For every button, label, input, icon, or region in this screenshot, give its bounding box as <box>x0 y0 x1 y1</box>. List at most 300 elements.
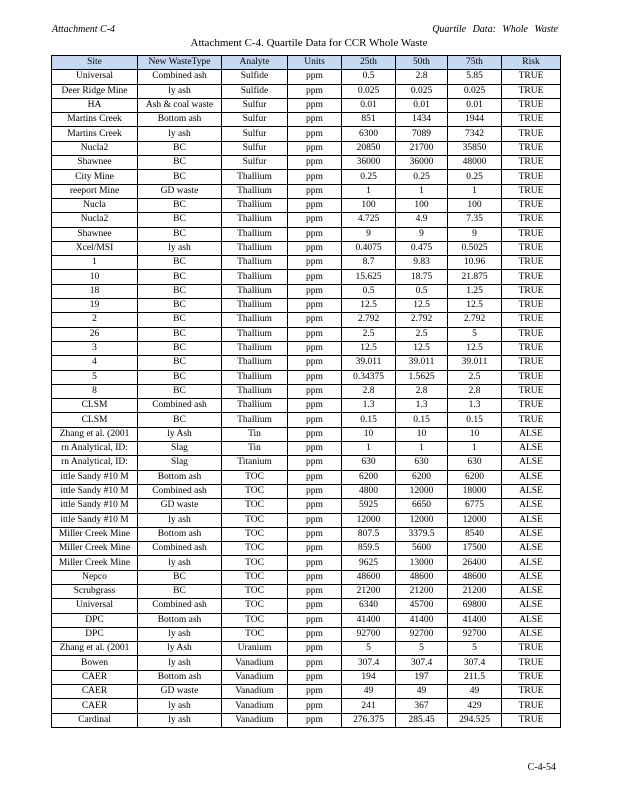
site-cell: Shawnee <box>52 227 138 241</box>
waste-type-cell: BC <box>138 213 222 227</box>
waste-type-cell: Ash & coal waste <box>138 98 222 112</box>
header-section-label: Quartile Data: Whole Waste <box>432 24 558 35</box>
column-header-analyte: Analyte <box>222 56 288 70</box>
q25-cell: 851 <box>342 113 396 127</box>
q25-cell: 0.4075 <box>342 241 396 255</box>
risk-cell: TRUE <box>502 370 561 384</box>
column-header-site: Site <box>52 56 138 70</box>
analyte-cell: TOC <box>222 627 288 641</box>
q75-cell: 26400 <box>448 556 502 570</box>
analyte-cell: Vanadium <box>222 670 288 684</box>
risk-cell: ALSE <box>502 542 561 556</box>
units-cell: ppm <box>288 599 342 613</box>
analyte-cell: TOC <box>222 513 288 527</box>
risk-cell: TRUE <box>502 213 561 227</box>
units-cell: ppm <box>288 427 342 441</box>
q25-cell: 100 <box>342 198 396 212</box>
q75-cell: 307.4 <box>448 656 502 670</box>
q25-cell: 4.725 <box>342 213 396 227</box>
waste-type-cell: GD waste <box>138 184 222 198</box>
q75-cell: 17500 <box>448 542 502 556</box>
units-cell: ppm <box>288 198 342 212</box>
q50-cell: 6200 <box>396 470 448 484</box>
risk-cell: ALSE <box>502 570 561 584</box>
table-row <box>52 456 561 470</box>
waste-type-cell: BC <box>138 356 222 370</box>
units-cell: ppm <box>288 499 342 513</box>
units-cell: ppm <box>288 399 342 413</box>
q25-cell: 241 <box>342 699 396 713</box>
units-cell: ppm <box>288 170 342 184</box>
analyte-cell: TOC <box>222 584 288 598</box>
site-cell: CLSM <box>52 399 138 413</box>
site-cell: rn Analytical, ID: <box>52 442 138 456</box>
q75-cell: 0.15 <box>448 413 502 427</box>
waste-type-cell: Bottom ash <box>138 470 222 484</box>
table-row <box>52 356 561 370</box>
q25-cell: 49 <box>342 685 396 699</box>
table-row <box>52 127 561 141</box>
q75-cell: 1944 <box>448 113 502 127</box>
q75-cell: 2.5 <box>448 370 502 384</box>
risk-cell: ALSE <box>502 513 561 527</box>
analyte-cell: Thallium <box>222 341 288 355</box>
analyte-cell: Tin <box>222 427 288 441</box>
analyte-cell: TOC <box>222 542 288 556</box>
q25-cell: 276.375 <box>342 713 396 727</box>
risk-cell: TRUE <box>502 227 561 241</box>
site-cell: 18 <box>52 284 138 298</box>
units-cell: ppm <box>288 70 342 84</box>
units-cell: ppm <box>288 656 342 670</box>
table-row <box>52 270 561 284</box>
q50-cell: 197 <box>396 670 448 684</box>
table-row <box>52 241 561 255</box>
waste-type-cell: BC <box>138 156 222 170</box>
site-cell: Nucla <box>52 198 138 212</box>
q50-cell: 12000 <box>396 513 448 527</box>
units-cell: ppm <box>288 570 342 584</box>
q75-cell: 10.96 <box>448 256 502 270</box>
site-cell: Nepco <box>52 570 138 584</box>
q75-cell: 8540 <box>448 527 502 541</box>
q25-cell: 0.5 <box>342 70 396 84</box>
waste-type-cell: ly ash <box>138 713 222 727</box>
site-cell: Martins Creek <box>52 127 138 141</box>
site-cell: Zhang et al. (2001 <box>52 427 138 441</box>
units-cell: ppm <box>288 484 342 498</box>
q50-cell: 0.01 <box>396 98 448 112</box>
risk-cell: TRUE <box>502 313 561 327</box>
risk-cell: ALSE <box>502 427 561 441</box>
q25-cell: 39.011 <box>342 356 396 370</box>
q50-cell: 0.25 <box>396 170 448 184</box>
waste-type-cell: BC <box>138 341 222 355</box>
q75-cell: 630 <box>448 456 502 470</box>
units-cell: ppm <box>288 584 342 598</box>
table-row <box>52 213 561 227</box>
q25-cell: 6200 <box>342 470 396 484</box>
q75-cell: 92700 <box>448 627 502 641</box>
risk-cell: TRUE <box>502 685 561 699</box>
q50-cell: 12.5 <box>396 299 448 313</box>
risk-cell: TRUE <box>502 399 561 413</box>
q50-cell: 285.45 <box>396 713 448 727</box>
q75-cell: 21.875 <box>448 270 502 284</box>
units-cell: ppm <box>288 713 342 727</box>
units-cell: ppm <box>288 613 342 627</box>
analyte-cell: Uranium <box>222 642 288 656</box>
q75-cell: 6200 <box>448 470 502 484</box>
waste-type-cell: Slag <box>138 456 222 470</box>
table-row <box>52 184 561 198</box>
q25-cell: 6300 <box>342 127 396 141</box>
q25-cell: 5925 <box>342 499 396 513</box>
q50-cell: 39.011 <box>396 356 448 370</box>
waste-type-cell: BC <box>138 384 222 398</box>
q50-cell: 48600 <box>396 570 448 584</box>
table-row <box>52 556 561 570</box>
analyte-cell: Thallium <box>222 184 288 198</box>
risk-cell: ALSE <box>502 527 561 541</box>
table-row <box>52 70 561 84</box>
analyte-cell: Sulfide <box>222 70 288 84</box>
units-cell: ppm <box>288 384 342 398</box>
analyte-cell: Thallium <box>222 356 288 370</box>
q25-cell: 20850 <box>342 141 396 155</box>
site-cell: Deer Ridge Mine <box>52 84 138 98</box>
site-cell: CAER <box>52 685 138 699</box>
units-cell: ppm <box>288 270 342 284</box>
quartile-data-table <box>51 55 561 728</box>
q25-cell: 0.34375 <box>342 370 396 384</box>
column-header-risk: Risk <box>502 56 561 70</box>
analyte-cell: Thallium <box>222 198 288 212</box>
site-cell: 3 <box>52 341 138 355</box>
risk-cell: TRUE <box>502 656 561 670</box>
waste-type-cell: ly ash <box>138 127 222 141</box>
q50-cell: 18.75 <box>396 270 448 284</box>
site-cell: Universal <box>52 599 138 613</box>
q25-cell: 12.5 <box>342 299 396 313</box>
column-header-50th: 50th <box>396 56 448 70</box>
q50-cell: 9.83 <box>396 256 448 270</box>
waste-type-cell: ly Ash <box>138 642 222 656</box>
table-row <box>52 341 561 355</box>
table-row <box>52 642 561 656</box>
q75-cell: 211.5 <box>448 670 502 684</box>
q50-cell: 6650 <box>396 499 448 513</box>
analyte-cell: Sulfur <box>222 98 288 112</box>
waste-type-cell: ly ash <box>138 627 222 641</box>
site-cell: 2 <box>52 313 138 327</box>
site-cell: Zhang et al. (2001 <box>52 642 138 656</box>
q75-cell: 5.85 <box>448 70 502 84</box>
risk-cell: TRUE <box>502 170 561 184</box>
site-cell: Miller Creek Mine <box>52 527 138 541</box>
risk-cell: TRUE <box>502 98 561 112</box>
risk-cell: TRUE <box>502 327 561 341</box>
q25-cell: 0.025 <box>342 84 396 98</box>
waste-type-cell: Bottom ash <box>138 670 222 684</box>
q75-cell: 100 <box>448 198 502 212</box>
site-cell: Nucla2 <box>52 213 138 227</box>
q50-cell: 1434 <box>396 113 448 127</box>
table-row <box>52 256 561 270</box>
waste-type-cell: BC <box>138 227 222 241</box>
units-cell: ppm <box>288 699 342 713</box>
q50-cell: 4.9 <box>396 213 448 227</box>
q25-cell: 2.792 <box>342 313 396 327</box>
waste-type-cell: BC <box>138 570 222 584</box>
table-row <box>52 670 561 684</box>
q75-cell: 1 <box>448 442 502 456</box>
site-cell: 4 <box>52 356 138 370</box>
risk-cell: TRUE <box>502 299 561 313</box>
q75-cell: 0.25 <box>448 170 502 184</box>
site-cell: 1 <box>52 256 138 270</box>
table-row <box>52 627 561 641</box>
q75-cell: 12.5 <box>448 341 502 355</box>
risk-cell: TRUE <box>502 241 561 255</box>
units-cell: ppm <box>288 670 342 684</box>
units-cell: ppm <box>288 113 342 127</box>
q75-cell: 6775 <box>448 499 502 513</box>
q75-cell: 39.011 <box>448 356 502 370</box>
q50-cell: 21700 <box>396 141 448 155</box>
analyte-cell: TOC <box>222 484 288 498</box>
q75-cell: 21200 <box>448 584 502 598</box>
table-row <box>52 542 561 556</box>
table-row <box>52 484 561 498</box>
q75-cell: 5 <box>448 327 502 341</box>
units-cell: ppm <box>288 227 342 241</box>
table-row <box>52 384 561 398</box>
analyte-cell: Thallium <box>222 170 288 184</box>
q25-cell: 0.15 <box>342 413 396 427</box>
analyte-cell: Thallium <box>222 327 288 341</box>
waste-type-cell: ly ash <box>138 513 222 527</box>
q25-cell: 6340 <box>342 599 396 613</box>
analyte-cell: Thallium <box>222 270 288 284</box>
risk-cell: ALSE <box>502 442 561 456</box>
analyte-cell: TOC <box>222 613 288 627</box>
analyte-cell: Vanadium <box>222 685 288 699</box>
q50-cell: 2.792 <box>396 313 448 327</box>
site-cell: Universal <box>52 70 138 84</box>
analyte-cell: Thallium <box>222 384 288 398</box>
risk-cell: ALSE <box>502 584 561 598</box>
q50-cell: 21200 <box>396 584 448 598</box>
waste-type-cell: ly ash <box>138 241 222 255</box>
risk-cell: TRUE <box>502 156 561 170</box>
table-row <box>52 699 561 713</box>
q50-cell: 5600 <box>396 542 448 556</box>
site-cell: 26 <box>52 327 138 341</box>
table-row <box>52 513 561 527</box>
site-cell: CLSM <box>52 413 138 427</box>
q50-cell: 12.5 <box>396 341 448 355</box>
risk-cell: TRUE <box>502 184 561 198</box>
waste-type-cell: Combined ash <box>138 484 222 498</box>
table-row <box>52 499 561 513</box>
waste-type-cell: BC <box>138 584 222 598</box>
units-cell: ppm <box>288 184 342 198</box>
q25-cell: 307.4 <box>342 656 396 670</box>
site-cell: Miller Creek Mine <box>52 542 138 556</box>
site-cell: Bowen <box>52 656 138 670</box>
analyte-cell: Sulfur <box>222 156 288 170</box>
table-row <box>52 370 561 384</box>
q50-cell: 2.8 <box>396 384 448 398</box>
site-cell: City Mine <box>52 170 138 184</box>
q75-cell: 49 <box>448 685 502 699</box>
table-row <box>52 613 561 627</box>
q75-cell: 1.3 <box>448 399 502 413</box>
units-cell: ppm <box>288 327 342 341</box>
column-header-units: Units <box>288 56 342 70</box>
q50-cell: 5 <box>396 642 448 656</box>
table-row <box>52 198 561 212</box>
risk-cell: TRUE <box>502 141 561 155</box>
analyte-cell: Thallium <box>222 284 288 298</box>
site-cell: ittle Sandy #10 M <box>52 513 138 527</box>
q50-cell: 0.025 <box>396 84 448 98</box>
waste-type-cell: BC <box>138 170 222 184</box>
analyte-cell: TOC <box>222 499 288 513</box>
units-cell: ppm <box>288 542 342 556</box>
site-cell: DPC <box>52 613 138 627</box>
analyte-cell: Thallium <box>222 370 288 384</box>
units-cell: ppm <box>288 370 342 384</box>
risk-cell: ALSE <box>502 456 561 470</box>
risk-cell: ALSE <box>502 627 561 641</box>
site-cell: Xcel/MSI <box>52 241 138 255</box>
waste-type-cell: Combined ash <box>138 599 222 613</box>
q50-cell: 7089 <box>396 127 448 141</box>
table-row <box>52 685 561 699</box>
waste-type-cell: GD waste <box>138 499 222 513</box>
site-cell: 10 <box>52 270 138 284</box>
analyte-cell: Vanadium <box>222 699 288 713</box>
site-cell: CAER <box>52 670 138 684</box>
analyte-cell: Thallium <box>222 213 288 227</box>
q75-cell: 10 <box>448 427 502 441</box>
q75-cell: 35850 <box>448 141 502 155</box>
site-cell: ittle Sandy #10 M <box>52 470 138 484</box>
risk-cell: TRUE <box>502 356 561 370</box>
q25-cell: 12000 <box>342 513 396 527</box>
q75-cell: 0.5025 <box>448 241 502 255</box>
q50-cell: 630 <box>396 456 448 470</box>
q25-cell: 0.01 <box>342 98 396 112</box>
risk-cell: TRUE <box>502 270 561 284</box>
units-cell: ppm <box>288 84 342 98</box>
waste-type-cell: ly ash <box>138 556 222 570</box>
q25-cell: 12.5 <box>342 341 396 355</box>
q50-cell: 0.15 <box>396 413 448 427</box>
units-cell: ppm <box>288 685 342 699</box>
units-cell: ppm <box>288 141 342 155</box>
table-row <box>52 427 561 441</box>
waste-type-cell: BC <box>138 327 222 341</box>
risk-cell: ALSE <box>502 499 561 513</box>
risk-cell: TRUE <box>502 284 561 298</box>
risk-cell: TRUE <box>502 642 561 656</box>
waste-type-cell: ly ash <box>138 656 222 670</box>
column-header-25th: 25th <box>342 56 396 70</box>
q25-cell: 36000 <box>342 156 396 170</box>
units-cell: ppm <box>288 127 342 141</box>
table-row <box>52 284 561 298</box>
analyte-cell: Sulfur <box>222 141 288 155</box>
table-header-row <box>52 56 561 70</box>
table-row <box>52 299 561 313</box>
q25-cell: 807.5 <box>342 527 396 541</box>
q50-cell: 13000 <box>396 556 448 570</box>
analyte-cell: TOC <box>222 570 288 584</box>
analyte-cell: Vanadium <box>222 656 288 670</box>
risk-cell: TRUE <box>502 70 561 84</box>
analyte-cell: Thallium <box>222 313 288 327</box>
risk-cell: TRUE <box>502 198 561 212</box>
table-row <box>52 227 561 241</box>
site-cell: ittle Sandy #10 M <box>52 484 138 498</box>
waste-type-cell: Bottom ash <box>138 527 222 541</box>
q75-cell: 5 <box>448 642 502 656</box>
waste-type-cell: BC <box>138 198 222 212</box>
site-cell: Nucla2 <box>52 141 138 155</box>
analyte-cell: Sulfur <box>222 127 288 141</box>
analyte-cell: Thallium <box>222 256 288 270</box>
q50-cell: 100 <box>396 198 448 212</box>
q25-cell: 1 <box>342 184 396 198</box>
site-cell: Martins Creek <box>52 113 138 127</box>
units-cell: ppm <box>288 256 342 270</box>
units-cell: ppm <box>288 156 342 170</box>
units-cell: ppm <box>288 642 342 656</box>
q25-cell: 4800 <box>342 484 396 498</box>
table-row <box>52 98 561 112</box>
analyte-cell: TOC <box>222 527 288 541</box>
units-cell: ppm <box>288 341 342 355</box>
site-cell: DPC <box>52 627 138 641</box>
site-cell: 19 <box>52 299 138 313</box>
units-cell: ppm <box>288 241 342 255</box>
q75-cell: 7.35 <box>448 213 502 227</box>
analyte-cell: Thallium <box>222 399 288 413</box>
risk-cell: TRUE <box>502 256 561 270</box>
units-cell: ppm <box>288 284 342 298</box>
q25-cell: 0.25 <box>342 170 396 184</box>
waste-type-cell: ly Ash <box>138 427 222 441</box>
table-row <box>52 527 561 541</box>
q25-cell: 9 <box>342 227 396 241</box>
q50-cell: 1.5625 <box>396 370 448 384</box>
units-cell: ppm <box>288 213 342 227</box>
q75-cell: 2.8 <box>448 384 502 398</box>
analyte-cell: Thallium <box>222 227 288 241</box>
header-attachment-label: Attachment C-4 <box>52 24 116 35</box>
risk-cell: TRUE <box>502 699 561 713</box>
site-cell: rn Analytical, ID: <box>52 456 138 470</box>
q25-cell: 2.8 <box>342 384 396 398</box>
page-title: Attachment C-4. Quartile Data for CCR Whole Waste <box>190 37 428 49</box>
q75-cell: 1 <box>448 184 502 198</box>
risk-cell: TRUE <box>502 113 561 127</box>
risk-cell: TRUE <box>502 341 561 355</box>
q75-cell: 12.5 <box>448 299 502 313</box>
